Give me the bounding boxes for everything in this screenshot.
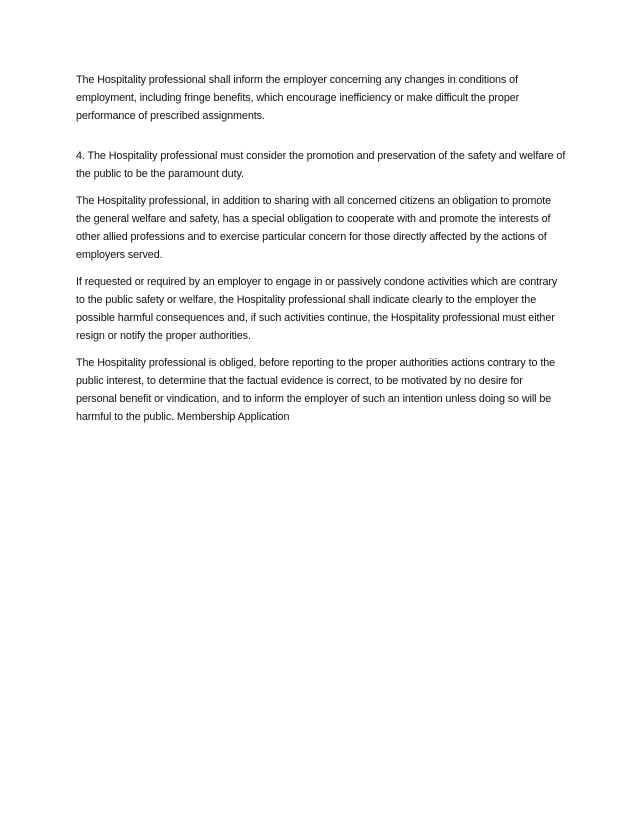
document-body (76, 71, 566, 435)
paragraph-harmful-consequences: If requested or required by an employer to engage in or passively condone activities which are contrary to the public safety or welfare, the Hospitality professional shall indicate clearly to the employer the possible harmful consequences and, if such activities continue, the Hospitality professional must either resign or notify the proper authorities. (76, 276, 558, 342)
paragraph-employer-conditions: The Hospitality professional shall inform the employer concerning any changes in conditions of employment, including fringe benefits, which encourage inefficiency or make difficult the proper performance of prescribed assignments. (76, 74, 520, 122)
paragraph-paramount-duty: 4. The Hospitality professional must consider the promotion and preservation of the safety and welfare of the public to be the paramount duty. (76, 150, 566, 180)
paragraph-reporting-authorities: The Hospitality professional is obliged, before reporting to the proper authorities actions contrary to the public interest, to determine that the factual evidence is correct, to be motivated by no desire for personal benefit or vindication, and to inform the employer of such an intention unless doing so will be harmful to the public. Membership Application (76, 357, 556, 423)
paragraph-special-obligation: The Hospitality professional, in addition to sharing with all concerned citizens an obligation to promote the general welfare and safety, has a special obligation to cooperate with and promote the interests of other allied professions and to exercise particular concern for those directly affected by the actions of employers served. (76, 195, 552, 261)
